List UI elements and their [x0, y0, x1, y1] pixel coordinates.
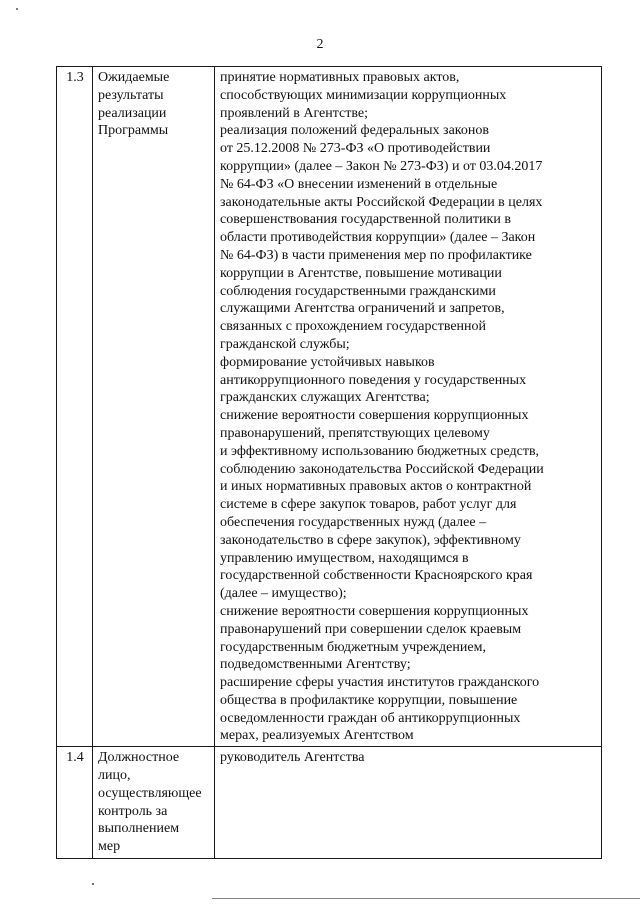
scan-speck	[16, 8, 18, 10]
content-line: от 25.12.2008 № 273-ФЗ «О противодействии	[220, 141, 491, 157]
content-line: снижение вероятности совершения коррупционных	[220, 408, 529, 424]
row-content	[215, 67, 602, 747]
content-line: и эффективному использованию бюджетных средств,	[220, 443, 540, 459]
content-line: снижение вероятности совершения коррупционных	[220, 603, 529, 619]
program-table	[56, 66, 602, 859]
page-number: 2	[316, 37, 324, 52]
label-line: осуществляющее	[98, 785, 202, 801]
label-line: выполнением	[98, 821, 180, 837]
content-line: способствующих минимизации коррупционных	[220, 87, 507, 103]
label-line: лицо,	[98, 768, 131, 784]
content-line: обеспечения государственных нужд (далее –	[220, 514, 487, 530]
content-line: управлению имуществом, находящимся в	[220, 550, 469, 566]
content-line: служащими Агентства ограничений и запретов,	[220, 301, 505, 317]
content-line: расширение сферы участия институтов гражданского	[220, 675, 540, 691]
content-line: и иных нормативных правовых актов о контрактной	[220, 479, 532, 495]
content-line: законодательство в сфере закупок), эффективному	[220, 532, 521, 548]
content-line: правонарушений, препятствующих целевому	[220, 425, 490, 441]
scan-edge-line	[212, 898, 640, 899]
table-row	[57, 67, 602, 747]
content-line: государственным бюджетным учреждением,	[220, 639, 486, 655]
content-line: соблюдения государственными гражданскими	[220, 283, 496, 299]
content-line: государственной собственности Красноярского края	[220, 568, 533, 584]
content-line: № 64-ФЗ) в части применения мер по профилактике	[220, 247, 532, 263]
row-label	[93, 747, 215, 859]
content-line: подведомственными Агентству;	[220, 657, 411, 673]
content-line: руководитель Агентства	[220, 750, 365, 766]
content-line: области противодействия коррупции» (далее – Закон	[220, 230, 536, 246]
label-line: результаты	[98, 87, 164, 103]
content-line: совершенствования государственной политики в	[220, 212, 511, 228]
content-line: принятие нормативных правовых актов,	[220, 70, 460, 85]
label-line: Должностное	[98, 750, 180, 766]
content-line: соблюдению законодательства Российской Федерации	[220, 461, 544, 477]
content-line: связанных с прохождением государственной	[220, 319, 487, 335]
row-label	[93, 67, 215, 747]
content-line: антикоррупционного поведения у государственных	[220, 372, 527, 388]
content-line: общества в профилактике коррупции, повышение	[220, 692, 518, 708]
label-line: контроль за	[98, 803, 168, 819]
scan-speck	[92, 883, 94, 885]
content-line: формирование устойчивых навыков	[220, 354, 435, 370]
row-number: 1.4	[57, 747, 93, 859]
label-line: реализации	[98, 105, 167, 121]
content-line: гражданских служащих Агентства;	[220, 390, 430, 406]
content-line: реализация положений федеральных законов	[220, 123, 489, 139]
content-line: системе в сфере закупок товаров, работ услуг для	[220, 497, 517, 513]
table-row	[57, 747, 602, 859]
row-number: 1.3	[57, 67, 93, 747]
content-line: осведомленности граждан об антикоррупционных	[220, 710, 521, 726]
content-line: правонарушений при совершении сделок краевым	[220, 621, 522, 637]
label-line: Ожидаемые	[98, 70, 170, 85]
label-line: Программы	[98, 123, 169, 139]
content-line: законодательные акты Российской Федерации в целях	[220, 194, 543, 210]
content-line: коррупции» (далее – Закон № 273-ФЗ) и от 03.04.2017	[220, 158, 543, 174]
content-line: мерах, реализуемых Агентством	[220, 728, 414, 744]
row-content	[215, 747, 602, 859]
content-line: проявлений в Агентстве;	[220, 105, 369, 121]
content-line: № 64-ФЗ «О внесении изменений в отдельные	[220, 176, 498, 192]
label-line: мер	[98, 839, 121, 855]
content-line: коррупции в Агентстве, повышение мотивации	[220, 265, 502, 281]
content-line: гражданской службы;	[220, 336, 350, 352]
content-line: (далее – имущество);	[220, 586, 347, 602]
